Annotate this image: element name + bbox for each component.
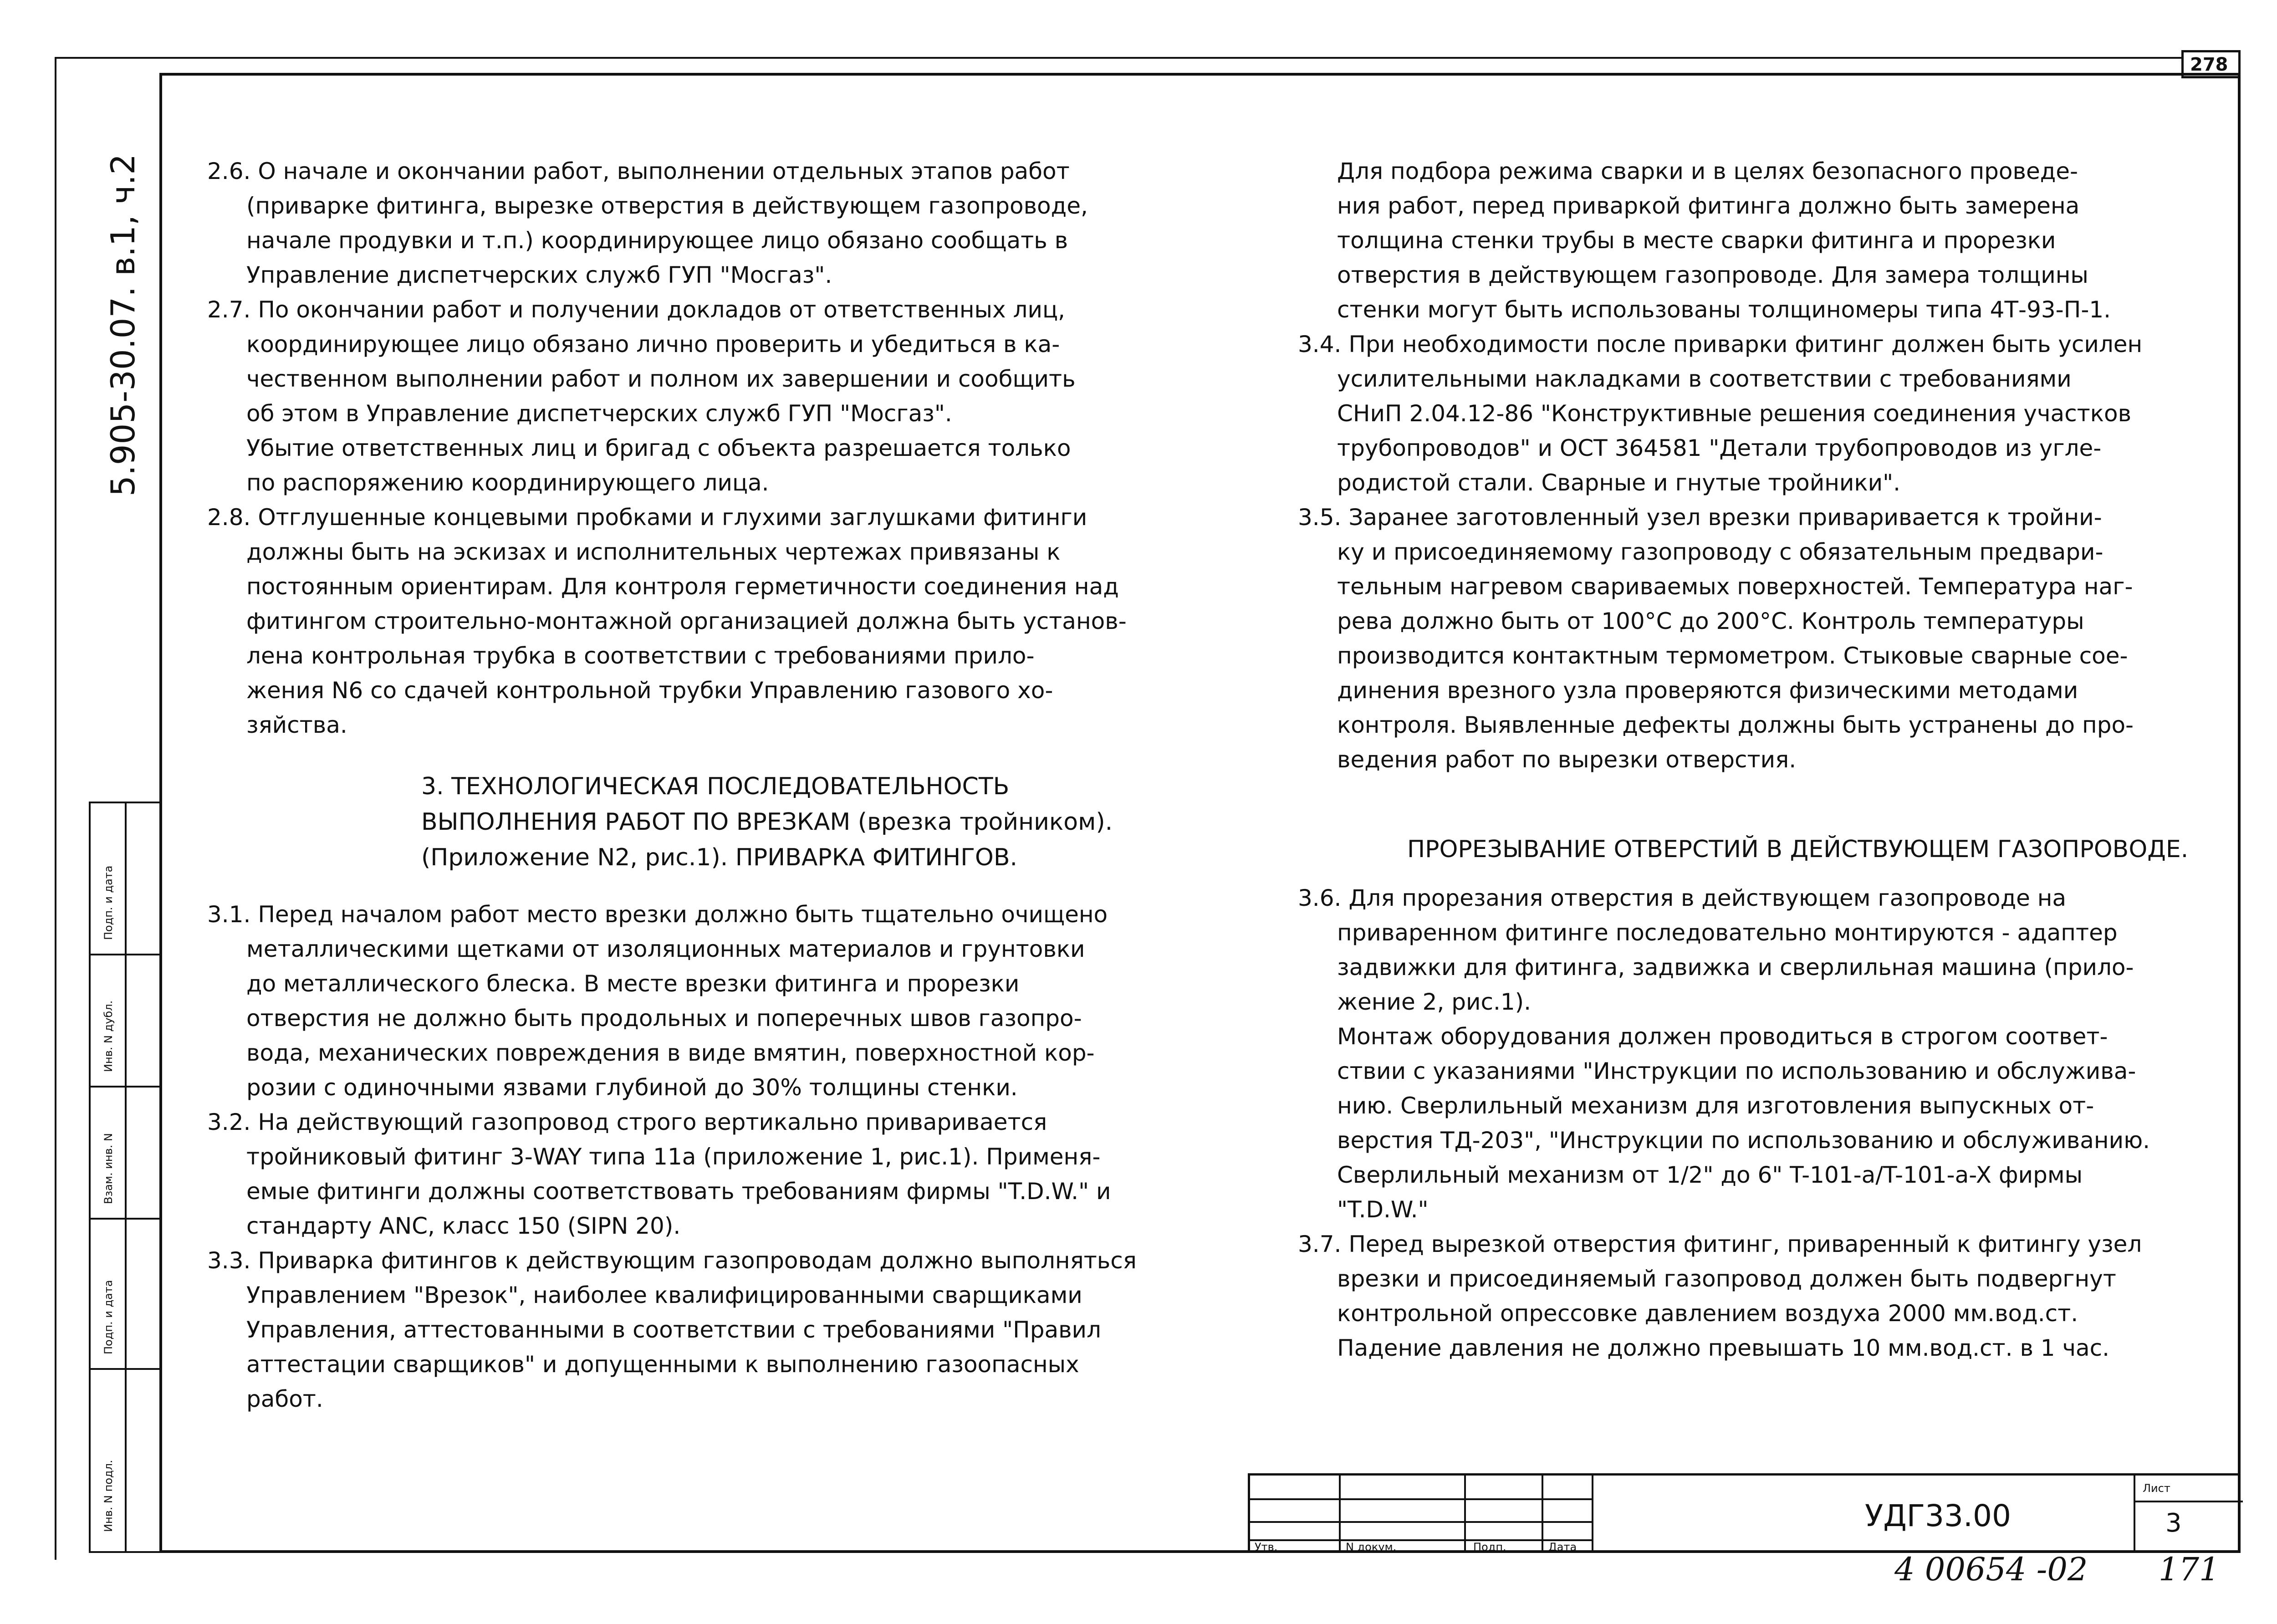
strip-label-4: Подп. и дата: [102, 1280, 115, 1354]
strip-label-1: Подп. и дата: [102, 865, 115, 940]
item-3-1: 3.1. Перед началом работ место врезки должно быть тщательно очищено металлическими щетками от изоляционных материалов и грунтовки до металлического блеска. В месте врезки фитинга и прорезки отверстия не должно быть продольных и поперечных швов газопро- вода, механических повреждения в виде вмятин, поверхностной кор- розии с одиночными язвами глубиной до 30% толщины стенки.: [207, 901, 1108, 1101]
left-label-strip: [89, 802, 162, 1553]
handwritten-page-number: 171: [2159, 1551, 2220, 1588]
sheet-label: Лист: [2143, 1482, 2170, 1495]
item-2-7: 2.7. По окончании работ и получении докладов от ответственных лиц, координирующее лицо обязано лично проверить и убедиться в ка- чественном выполнении работ и полном их завершении и сообщить об этом в Управление диспетчерских служб ГУП "Мосгаз". Убытие ответственных лиц и бригад с объекта разрешается только по распоряжению координирующего лица.: [207, 296, 1076, 496]
section-heading-3: 3. ТЕХНОЛОГИЧЕСКАЯ ПОСЛЕДОВАТЕЛЬНОСТЬ ВЫПОЛНЕНИЯ РАБОТ ПО ВРЕЗКАМ (врезка тройником). (Приложение N2, рис.1). ПРИВАРКА ФИТИНГОВ.: [421, 773, 1113, 871]
col-label-date: Дата: [1548, 1541, 1577, 1553]
outer-top-line: [55, 57, 2181, 59]
section-heading-cutting: ПРОРЕЗЫВАНИЕ ОТВЕРСТИЙ В ДЕЙСТВУЮЩЕМ ГАЗОПРОВОДЕ.: [1407, 836, 2189, 863]
strip-label-3: Взам. инв. N: [102, 1133, 115, 1204]
item-2-8: 2.8. Отглушенные концевыми пробками и глухими заглушками фитинги должны быть на эскизах и исполнительных чертежах привязаны к постоянным ориентирам. Для контроля герметичности соединения над фитингом строительно-монтажной организацией должна быть установ- лена контрольная трубка в соответствии с требованиями прило- жения N6 со сдачей контрольной трубки Управлению газового хо- зяйства.: [207, 504, 1127, 738]
col-label-approved: Утв.: [1255, 1541, 1278, 1553]
strip-label-5: Инв. N подл.: [102, 1460, 115, 1532]
sheet-number: 278: [2190, 54, 2228, 75]
outer-left-line: [55, 57, 56, 1560]
left-column: [207, 154, 1186, 1416]
col-label-doc-number: N докум.: [1346, 1541, 1397, 1553]
document-code-vertical: 5.905-30.07. в.1, ч.2: [104, 153, 142, 496]
intro-paragraph: Для подбора режима сварки и в целях безопасного проведе- ния работ, перед приваркой фитинга должно быть замерена толщина стенки трубы в месте сварки фитинга и прорезки отверстия в действующем газопроводе. Для замера толщины стенки могут быть использованы толщиномеры типа 4Т-93-П-1.: [1337, 158, 2111, 323]
item-3-3: 3.3. Приварка фитингов к действующим газопроводам должно выполняться Управлением "Врезок", наиболее квалифицированными сварщиками Управления, аттестованными в соответствии с требованиями "Правил аттестации сварщиков" и допущенными к выполнению газоопасных работ.: [207, 1247, 1137, 1412]
item-3-4: 3.4. При необходимости после приварки фитинг должен быть усилен усилительными накладками в соответствии с требованиями СНиП 2.04.12-86 "Конструктивные решения соединения участков трубопроводов" и ОСТ 364581 "Детали трубопроводов из угле- родистой стали. Сварные и гнутые тройники".: [1298, 331, 2143, 496]
right-column: [1298, 154, 2222, 1365]
item-3-2: 3.2. На действующий газопровод строго вертикально приваривается тройниковый фитинг 3-WAY типа 11а (приложение 1, рис.1). Применя- емые фитинги должны соответствовать требованиям фирмы "T.D.W." и стандарту ANC, класс 150 (SIPN 20).: [207, 1109, 1111, 1239]
strip-label-2: Инв. N дубл.: [102, 1000, 115, 1072]
handwritten-archive-number: 4 00654 -02: [1894, 1551, 2088, 1588]
designation: УДГ33.00: [1865, 1498, 2011, 1533]
sheet-value: 3: [2165, 1508, 2182, 1538]
item-3-7: 3.7. Перед вырезкой отверстия фитинг, приваренный к фитингу узел врезки и присоединяемый газопровод должен быть подвергнут контрольной опрессовке давлением воздуха 2000 мм.вод.ст. Падение давления не должно превышать 10 мм.вод.ст. в 1 час.: [1298, 1231, 2142, 1361]
item-2-6: 2.6. О начале и окончании работ, выполнении отдельных этапов работ (приварке фитинга, вырезке отверстия в действующем газопроводе, начале продувки и т.п.) координирующее лицо обязано сообщать в Управление диспетчерских служб ГУП "Мосгаз".: [207, 158, 1088, 288]
item-3-6: 3.6. Для прорезания отверстия в действующем газопроводе на приваренном фитинге последовательно монтируются - адаптер задвижки для фитинга, задвижка и сверлильная машина (прило- жение 2, рис.1). Монтаж оборудования должен проводиться в строгом соответ- ствии с указаниями "Инструкции по использованию и обслужива- нию. Сверлильный механизм для изготовления выпускных от- верстия ТД-203", "Инструкции по использованию и обслуживанию. Сверлильный механизм от 1/2" до 6" T-101-a/T-101-a-X фирмы "T.D.W.": [1298, 885, 2150, 1223]
col-label-signature: Подп.: [1473, 1541, 1506, 1553]
title-block: [1248, 1473, 2241, 1553]
item-3-5: 3.5. Заранее заготовленный узел врезки приваривается к тройни- ку и присоединяемому газопроводу с обязательным предвари- тельным нагревом свариваемых поверхностей. Температура наг- рева должно быть от 100°С до 200°С. Контроль температуры производится контактным термометром. Стыковые сварные сое- динения врезного узла проверяются физическими методами контроля. Выявленные дефекты должны быть устранены до про- ведения работ по вырезки отверстия.: [1298, 504, 2134, 773]
